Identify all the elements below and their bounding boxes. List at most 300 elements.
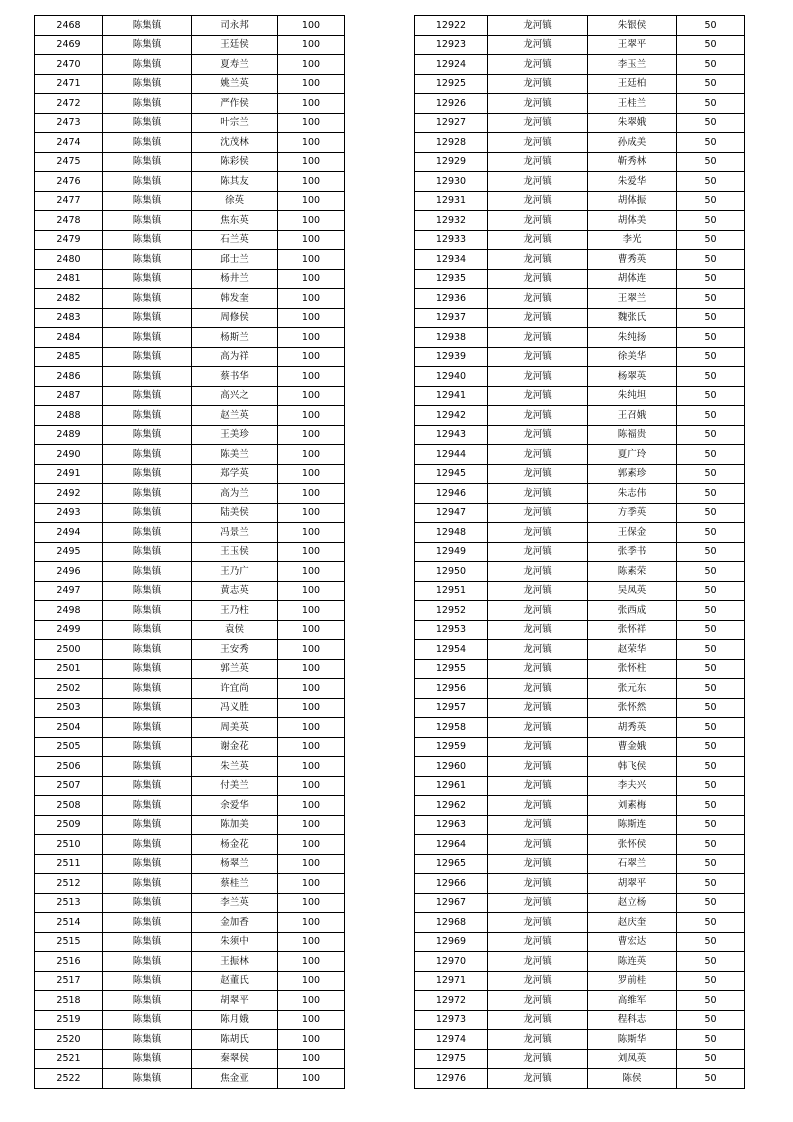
amount-cell: 50 bbox=[677, 133, 745, 153]
amount-cell: 50 bbox=[677, 718, 745, 738]
table-row bbox=[35, 191, 345, 211]
name-cell: 杨金花 bbox=[192, 835, 278, 855]
amount-cell: 50 bbox=[677, 211, 745, 231]
id-cell: 12950 bbox=[415, 562, 488, 582]
name-cell: 黄志英 bbox=[192, 581, 278, 601]
id-cell: 2522 bbox=[35, 1069, 103, 1089]
id-cell: 2472 bbox=[35, 94, 103, 114]
name-cell: 孙成美 bbox=[588, 133, 677, 153]
name-cell: 杨翠兰 bbox=[192, 854, 278, 874]
table-row bbox=[35, 328, 345, 348]
id-cell: 12942 bbox=[415, 406, 488, 426]
table-row bbox=[415, 133, 745, 153]
id-cell: 12943 bbox=[415, 425, 488, 445]
town-cell: 龙河镇 bbox=[488, 308, 588, 328]
table-row bbox=[415, 172, 745, 192]
name-cell: 王翠兰 bbox=[588, 289, 677, 309]
town-cell: 龙河镇 bbox=[488, 133, 588, 153]
town-cell: 陈集镇 bbox=[103, 835, 192, 855]
id-cell: 12965 bbox=[415, 854, 488, 874]
table-row bbox=[415, 757, 745, 777]
id-cell: 12967 bbox=[415, 893, 488, 913]
table-row bbox=[415, 562, 745, 582]
town-cell: 陈集镇 bbox=[103, 1049, 192, 1069]
town-cell: 龙河镇 bbox=[488, 757, 588, 777]
name-cell: 杨井兰 bbox=[192, 269, 278, 289]
amount-cell: 100 bbox=[278, 367, 345, 387]
name-cell: 方季英 bbox=[588, 503, 677, 523]
table-row bbox=[415, 328, 745, 348]
town-cell: 陈集镇 bbox=[103, 94, 192, 114]
town-cell: 陈集镇 bbox=[103, 874, 192, 894]
town-cell: 陈集镇 bbox=[103, 581, 192, 601]
amount-cell: 50 bbox=[677, 1049, 745, 1069]
town-cell: 龙河镇 bbox=[488, 347, 588, 367]
name-cell: 石兰英 bbox=[192, 230, 278, 250]
town-cell: 龙河镇 bbox=[488, 835, 588, 855]
table-row bbox=[415, 640, 745, 660]
name-cell: 吴凤英 bbox=[588, 581, 677, 601]
table-row bbox=[35, 211, 345, 231]
name-cell: 王廷柏 bbox=[588, 74, 677, 94]
name-cell: 冯义胜 bbox=[192, 698, 278, 718]
town-cell: 陈集镇 bbox=[103, 464, 192, 484]
amount-cell: 50 bbox=[677, 464, 745, 484]
town-cell: 龙河镇 bbox=[488, 698, 588, 718]
id-cell: 12962 bbox=[415, 796, 488, 816]
table-row bbox=[35, 16, 345, 36]
name-cell: 胡体连 bbox=[588, 269, 677, 289]
town-cell: 龙河镇 bbox=[488, 932, 588, 952]
town-cell: 龙河镇 bbox=[488, 952, 588, 972]
amount-cell: 100 bbox=[278, 1030, 345, 1050]
table-row bbox=[415, 74, 745, 94]
table-row bbox=[415, 581, 745, 601]
table-row bbox=[35, 289, 345, 309]
amount-cell: 100 bbox=[278, 425, 345, 445]
town-cell: 龙河镇 bbox=[488, 796, 588, 816]
table-row bbox=[415, 347, 745, 367]
amount-cell: 100 bbox=[278, 874, 345, 894]
amount-cell: 100 bbox=[278, 640, 345, 660]
name-cell: 赵庆奎 bbox=[588, 913, 677, 933]
name-cell: 张怀柱 bbox=[588, 659, 677, 679]
id-cell: 12923 bbox=[415, 35, 488, 55]
name-cell: 张怀祥 bbox=[588, 620, 677, 640]
id-cell: 2479 bbox=[35, 230, 103, 250]
id-cell: 12922 bbox=[415, 16, 488, 36]
id-cell: 12975 bbox=[415, 1049, 488, 1069]
id-cell: 2516 bbox=[35, 952, 103, 972]
id-cell: 12932 bbox=[415, 211, 488, 231]
amount-cell: 100 bbox=[278, 503, 345, 523]
town-cell: 龙河镇 bbox=[488, 191, 588, 211]
table-row bbox=[415, 445, 745, 465]
town-cell: 陈集镇 bbox=[103, 250, 192, 270]
town-cell: 陈集镇 bbox=[103, 523, 192, 543]
amount-cell: 100 bbox=[278, 152, 345, 172]
amount-cell: 100 bbox=[278, 133, 345, 153]
amount-cell: 50 bbox=[677, 776, 745, 796]
name-cell: 赵立杨 bbox=[588, 893, 677, 913]
name-cell: 邱士兰 bbox=[192, 250, 278, 270]
name-cell: 赵兰英 bbox=[192, 406, 278, 426]
amount-cell: 100 bbox=[278, 211, 345, 231]
id-cell: 2506 bbox=[35, 757, 103, 777]
town-cell: 陈集镇 bbox=[103, 932, 192, 952]
amount-cell: 50 bbox=[677, 874, 745, 894]
amount-cell: 100 bbox=[278, 328, 345, 348]
table-row bbox=[415, 854, 745, 874]
town-cell: 龙河镇 bbox=[488, 601, 588, 621]
town-cell: 陈集镇 bbox=[103, 386, 192, 406]
town-cell: 龙河镇 bbox=[488, 328, 588, 348]
amount-cell: 100 bbox=[278, 445, 345, 465]
name-cell: 朱兰英 bbox=[192, 757, 278, 777]
name-cell: 周修侯 bbox=[192, 308, 278, 328]
id-cell: 2499 bbox=[35, 620, 103, 640]
table-row bbox=[415, 308, 745, 328]
amount-cell: 50 bbox=[677, 893, 745, 913]
amount-cell: 100 bbox=[278, 776, 345, 796]
id-cell: 2503 bbox=[35, 698, 103, 718]
table-row bbox=[35, 445, 345, 465]
id-cell: 12926 bbox=[415, 94, 488, 114]
amount-cell: 50 bbox=[677, 1069, 745, 1089]
id-cell: 2486 bbox=[35, 367, 103, 387]
town-cell: 陈集镇 bbox=[103, 191, 192, 211]
town-cell: 陈集镇 bbox=[103, 152, 192, 172]
table-row bbox=[415, 542, 745, 562]
id-cell: 2494 bbox=[35, 523, 103, 543]
id-cell: 2482 bbox=[35, 289, 103, 309]
amount-cell: 100 bbox=[278, 94, 345, 114]
table-row bbox=[35, 581, 345, 601]
amount-cell: 50 bbox=[677, 152, 745, 172]
town-cell: 龙河镇 bbox=[488, 55, 588, 75]
table-row bbox=[415, 737, 745, 757]
town-cell: 陈集镇 bbox=[103, 1069, 192, 1089]
amount-cell: 100 bbox=[278, 679, 345, 699]
amount-cell: 100 bbox=[278, 932, 345, 952]
name-cell: 朱银侯 bbox=[588, 16, 677, 36]
name-cell: 曹宏达 bbox=[588, 932, 677, 952]
town-cell: 龙河镇 bbox=[488, 250, 588, 270]
name-cell: 韩飞侯 bbox=[588, 757, 677, 777]
table-row bbox=[415, 893, 745, 913]
town-cell: 龙河镇 bbox=[488, 1069, 588, 1089]
table-row bbox=[415, 16, 745, 36]
table-row bbox=[35, 796, 345, 816]
amount-cell: 100 bbox=[278, 757, 345, 777]
name-cell: 严作侯 bbox=[192, 94, 278, 114]
table-row bbox=[35, 386, 345, 406]
name-cell: 夏广玲 bbox=[588, 445, 677, 465]
name-cell: 胡翠平 bbox=[192, 991, 278, 1011]
amount-cell: 100 bbox=[278, 952, 345, 972]
table-row bbox=[35, 913, 345, 933]
name-cell: 王桂兰 bbox=[588, 94, 677, 114]
amount-cell: 100 bbox=[278, 55, 345, 75]
name-cell: 曹金娥 bbox=[588, 737, 677, 757]
table-row bbox=[415, 698, 745, 718]
name-cell: 王玉侯 bbox=[192, 542, 278, 562]
amount-cell: 50 bbox=[677, 289, 745, 309]
town-cell: 龙河镇 bbox=[488, 464, 588, 484]
amount-cell: 50 bbox=[677, 679, 745, 699]
name-cell: 胡体振 bbox=[588, 191, 677, 211]
amount-cell: 50 bbox=[677, 328, 745, 348]
table-row bbox=[415, 55, 745, 75]
town-cell: 陈集镇 bbox=[103, 796, 192, 816]
name-cell: 程科志 bbox=[588, 1010, 677, 1030]
town-cell: 陈集镇 bbox=[103, 35, 192, 55]
id-cell: 2513 bbox=[35, 893, 103, 913]
town-cell: 龙河镇 bbox=[488, 94, 588, 114]
amount-cell: 50 bbox=[677, 484, 745, 504]
town-cell: 龙河镇 bbox=[488, 815, 588, 835]
id-cell: 12957 bbox=[415, 698, 488, 718]
name-cell: 高维军 bbox=[588, 991, 677, 1011]
id-cell: 12960 bbox=[415, 757, 488, 777]
table-row bbox=[415, 601, 745, 621]
town-cell: 陈集镇 bbox=[103, 542, 192, 562]
id-cell: 12952 bbox=[415, 601, 488, 621]
name-cell: 王廷侯 bbox=[192, 35, 278, 55]
amount-cell: 50 bbox=[677, 601, 745, 621]
name-cell: 杨斯兰 bbox=[192, 328, 278, 348]
name-cell: 李光 bbox=[588, 230, 677, 250]
name-cell: 付美兰 bbox=[192, 776, 278, 796]
id-cell: 2469 bbox=[35, 35, 103, 55]
id-cell: 12928 bbox=[415, 133, 488, 153]
table-row bbox=[35, 542, 345, 562]
id-cell: 12959 bbox=[415, 737, 488, 757]
amount-cell: 50 bbox=[677, 94, 745, 114]
id-cell: 2511 bbox=[35, 854, 103, 874]
id-cell: 12949 bbox=[415, 542, 488, 562]
id-cell: 12969 bbox=[415, 932, 488, 952]
id-cell: 2508 bbox=[35, 796, 103, 816]
id-cell: 12934 bbox=[415, 250, 488, 270]
name-cell: 陈素荣 bbox=[588, 562, 677, 582]
id-cell: 12968 bbox=[415, 913, 488, 933]
name-cell: 张西成 bbox=[588, 601, 677, 621]
id-cell: 2520 bbox=[35, 1030, 103, 1050]
amount-cell: 100 bbox=[278, 269, 345, 289]
town-cell: 陈集镇 bbox=[103, 172, 192, 192]
amount-cell: 100 bbox=[278, 991, 345, 1011]
table-row bbox=[415, 776, 745, 796]
amount-cell: 50 bbox=[677, 698, 745, 718]
table-row bbox=[415, 991, 745, 1011]
name-cell: 高为兰 bbox=[192, 484, 278, 504]
id-cell: 12948 bbox=[415, 523, 488, 543]
id-cell: 2501 bbox=[35, 659, 103, 679]
amount-cell: 50 bbox=[677, 796, 745, 816]
table-row bbox=[35, 250, 345, 270]
name-cell: 焦金亚 bbox=[192, 1069, 278, 1089]
amount-cell: 50 bbox=[677, 542, 745, 562]
table-row bbox=[35, 1030, 345, 1050]
id-cell: 2517 bbox=[35, 971, 103, 991]
id-cell: 12972 bbox=[415, 991, 488, 1011]
amount-cell: 50 bbox=[677, 347, 745, 367]
town-cell: 陈集镇 bbox=[103, 640, 192, 660]
id-cell: 2471 bbox=[35, 74, 103, 94]
table-row bbox=[35, 367, 345, 387]
name-cell: 胡翠平 bbox=[588, 874, 677, 894]
id-cell: 2500 bbox=[35, 640, 103, 660]
table-row bbox=[35, 854, 345, 874]
table-row bbox=[415, 1010, 745, 1030]
id-cell: 2509 bbox=[35, 815, 103, 835]
id-cell: 12936 bbox=[415, 289, 488, 309]
id-cell: 12947 bbox=[415, 503, 488, 523]
name-cell: 余爱华 bbox=[192, 796, 278, 816]
table-row bbox=[35, 464, 345, 484]
id-cell: 12937 bbox=[415, 308, 488, 328]
town-cell: 龙河镇 bbox=[488, 659, 588, 679]
name-cell: 谢金花 bbox=[192, 737, 278, 757]
table-row bbox=[35, 718, 345, 738]
town-cell: 龙河镇 bbox=[488, 172, 588, 192]
table-row bbox=[415, 406, 745, 426]
name-cell: 郭素珍 bbox=[588, 464, 677, 484]
town-cell: 陈集镇 bbox=[103, 562, 192, 582]
table-row bbox=[35, 932, 345, 952]
amount-cell: 50 bbox=[677, 55, 745, 75]
table-row bbox=[35, 347, 345, 367]
amount-cell: 100 bbox=[278, 191, 345, 211]
name-cell: 司永邦 bbox=[192, 16, 278, 36]
amount-cell: 100 bbox=[278, 1010, 345, 1030]
table-row bbox=[415, 484, 745, 504]
id-cell: 2510 bbox=[35, 835, 103, 855]
id-cell: 2484 bbox=[35, 328, 103, 348]
amount-cell: 100 bbox=[278, 406, 345, 426]
name-cell: 王安秀 bbox=[192, 640, 278, 660]
town-cell: 龙河镇 bbox=[488, 854, 588, 874]
name-cell: 陈胡氏 bbox=[192, 1030, 278, 1050]
town-cell: 龙河镇 bbox=[488, 16, 588, 36]
name-cell: 姚兰英 bbox=[192, 74, 278, 94]
amount-cell: 50 bbox=[677, 757, 745, 777]
amount-cell: 50 bbox=[677, 971, 745, 991]
town-cell: 龙河镇 bbox=[488, 425, 588, 445]
name-cell: 陆美侯 bbox=[192, 503, 278, 523]
amount-cell: 50 bbox=[677, 406, 745, 426]
amount-cell: 50 bbox=[677, 835, 745, 855]
amount-cell: 50 bbox=[677, 854, 745, 874]
town-cell: 陈集镇 bbox=[103, 952, 192, 972]
id-cell: 12973 bbox=[415, 1010, 488, 1030]
table-row bbox=[35, 55, 345, 75]
amount-cell: 100 bbox=[278, 835, 345, 855]
name-cell: 陈福贵 bbox=[588, 425, 677, 445]
name-cell: 陈月娥 bbox=[192, 1010, 278, 1030]
name-cell: 朱翠娥 bbox=[588, 113, 677, 133]
town-cell: 陈集镇 bbox=[103, 718, 192, 738]
town-cell: 龙河镇 bbox=[488, 269, 588, 289]
table-row bbox=[35, 94, 345, 114]
name-cell: 徐美华 bbox=[588, 347, 677, 367]
table-row bbox=[35, 679, 345, 699]
name-cell: 周美英 bbox=[192, 718, 278, 738]
id-cell: 12933 bbox=[415, 230, 488, 250]
name-cell: 郑学英 bbox=[192, 464, 278, 484]
id-cell: 12963 bbox=[415, 815, 488, 835]
id-cell: 2476 bbox=[35, 172, 103, 192]
amount-cell: 100 bbox=[278, 659, 345, 679]
name-cell: 张季书 bbox=[588, 542, 677, 562]
amount-cell: 100 bbox=[278, 484, 345, 504]
id-cell: 12927 bbox=[415, 113, 488, 133]
id-cell: 12939 bbox=[415, 347, 488, 367]
id-cell: 12924 bbox=[415, 55, 488, 75]
town-cell: 陈集镇 bbox=[103, 1030, 192, 1050]
town-cell: 龙河镇 bbox=[488, 445, 588, 465]
town-cell: 龙河镇 bbox=[488, 581, 588, 601]
amount-cell: 100 bbox=[278, 796, 345, 816]
table-row bbox=[35, 74, 345, 94]
name-cell: 朱纯扬 bbox=[588, 328, 677, 348]
town-cell: 龙河镇 bbox=[488, 776, 588, 796]
table-row bbox=[415, 211, 745, 231]
town-cell: 龙河镇 bbox=[488, 386, 588, 406]
table-row bbox=[35, 737, 345, 757]
town-cell: 龙河镇 bbox=[488, 1049, 588, 1069]
amount-cell: 50 bbox=[677, 659, 745, 679]
table-row bbox=[35, 952, 345, 972]
id-cell: 2474 bbox=[35, 133, 103, 153]
name-cell: 朱纯坦 bbox=[588, 386, 677, 406]
name-cell: 罗前桂 bbox=[588, 971, 677, 991]
name-cell: 王翠平 bbox=[588, 35, 677, 55]
amount-cell: 100 bbox=[278, 16, 345, 36]
town-cell: 陈集镇 bbox=[103, 269, 192, 289]
id-cell: 2480 bbox=[35, 250, 103, 270]
id-cell: 2481 bbox=[35, 269, 103, 289]
table-row bbox=[35, 562, 345, 582]
id-cell: 2490 bbox=[35, 445, 103, 465]
amount-cell: 100 bbox=[278, 542, 345, 562]
amount-cell: 100 bbox=[278, 523, 345, 543]
table-row bbox=[415, 1069, 745, 1089]
id-cell: 2485 bbox=[35, 347, 103, 367]
table-row bbox=[35, 1010, 345, 1030]
table-row bbox=[415, 425, 745, 445]
table-row bbox=[35, 172, 345, 192]
right-table bbox=[414, 15, 745, 1089]
id-cell: 12955 bbox=[415, 659, 488, 679]
amount-cell: 50 bbox=[677, 503, 745, 523]
amount-cell: 100 bbox=[278, 581, 345, 601]
name-cell: 叶宗兰 bbox=[192, 113, 278, 133]
table-row bbox=[415, 464, 745, 484]
name-cell: 朱志伟 bbox=[588, 484, 677, 504]
table-row bbox=[35, 698, 345, 718]
table-row bbox=[35, 308, 345, 328]
table-row bbox=[35, 640, 345, 660]
town-cell: 陈集镇 bbox=[103, 659, 192, 679]
town-cell: 陈集镇 bbox=[103, 133, 192, 153]
id-cell: 12945 bbox=[415, 464, 488, 484]
amount-cell: 100 bbox=[278, 815, 345, 835]
name-cell: 秦翠侯 bbox=[192, 1049, 278, 1069]
table-row bbox=[415, 718, 745, 738]
name-cell: 张怀然 bbox=[588, 698, 677, 718]
